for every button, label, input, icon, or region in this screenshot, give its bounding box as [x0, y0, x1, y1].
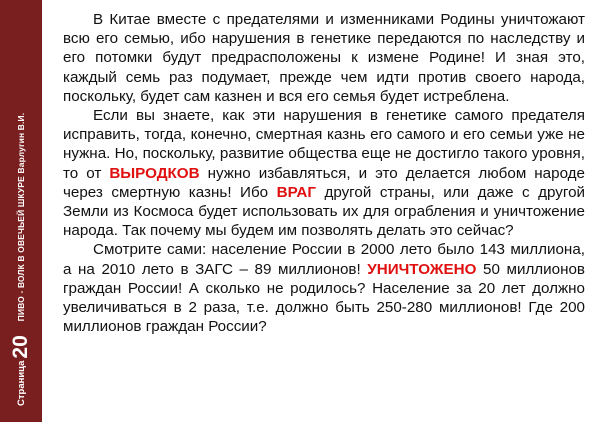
paragraph-2-text-b: нужно избавляться, и это делается любом народе через смертную казнь! Ибо [63, 164, 585, 201]
highlight-vyrodkov: ВЫРОДКОВ [109, 164, 200, 182]
paragraph-2-text-c: другой страны, или даже с другой Земли из Космоса будет использовать их для ограбления и уничтожение народа. Так почему мы будем им позволять делать это сейчас? [63, 183, 585, 240]
sidebar [0, 0, 42, 422]
paragraph-2 [63, 106, 585, 240]
highlight-unichtozheno: УНИЧТОЖЕНО [367, 260, 477, 278]
paragraph-2-text-a: Если вы знаете, как эти нарушения в генетике самого предателя исправить, тогда, конечно, смертная казнь его самого и его семьи уже не нужна. Но, поскольку, развитие общества еще не достигло такого уровня, то от [63, 107, 585, 182]
page-content [63, 10, 585, 336]
highlight-vrag: ВРАГ [276, 183, 316, 201]
book-title: ПИВО - ВОЛК В ОВЕЧЬЕЙ ШКУРЕ Варлугин В.И. [16, 112, 26, 322]
sidebar-text [0, 0, 42, 422]
page-number: 20 [9, 335, 32, 359]
paragraph-1-text: В Китае вместе с предателями и изменниками Родины уничтожают всю его семью, ибо нарушения в генетике передаются по наследству и его потомки будут предрасположены к измене Родине! И зная это, каждый семь раз подумает, прежде чем идти против своего народа, поскольку, будет сам казнен и вся его семья будет истреблена. [63, 11, 585, 105]
paragraph-3-text-b: 50 миллионов граждан России! А сколько не родилось? Население за 20 лет должно увеличиваться в 2 раза, т.е. должно быть 250-280 миллионов! Где 200 миллионов граждан России? [63, 260, 585, 336]
paragraph-3-text-a: Смотрите сами: население России в 2000 лето было 143 миллиона, а на 2010 лето в ЗАГС – 89 миллионов! [63, 241, 585, 278]
page-label: Страница [15, 360, 27, 406]
paragraph-1 [63, 10, 585, 106]
paragraph-3 [63, 240, 585, 336]
